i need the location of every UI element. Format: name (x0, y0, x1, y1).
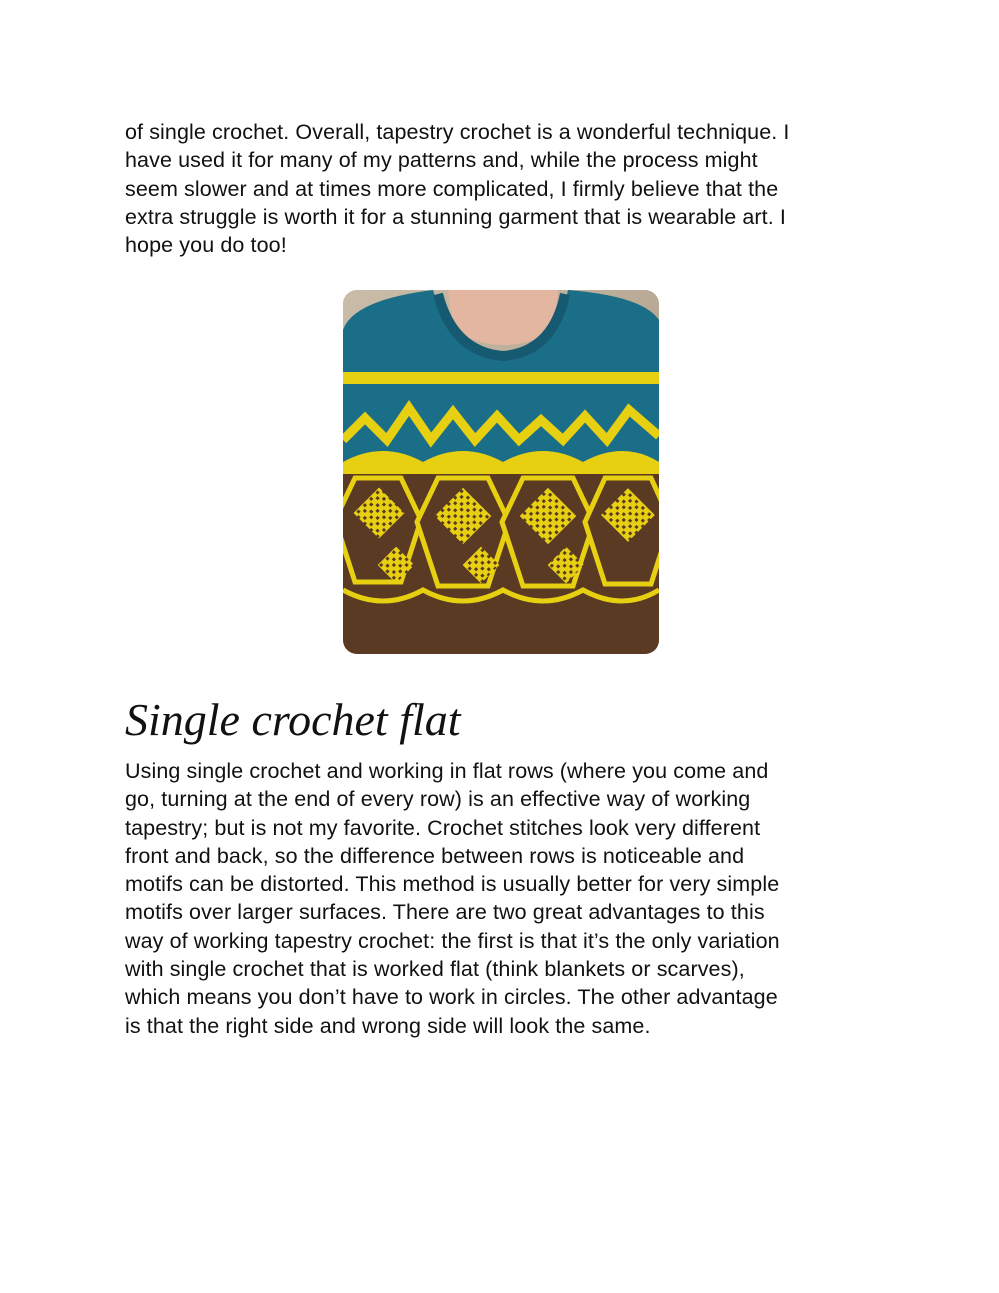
text-line: hope you do too! (125, 233, 287, 258)
text-line: seem slower and at times more complicated, I firmly believe that the (125, 176, 779, 201)
text-line: have used it for many of my patterns and, while the process might (125, 148, 758, 173)
text-line: with single crochet that is worked flat (think blankets or scarves), (125, 957, 745, 982)
text-line: go, turning at the end of every row) is an effective way of working (125, 787, 751, 812)
text-line: extra struggle is worth it for a stunning garment that is wearable art. I (125, 204, 786, 229)
text-line: front and back, so the difference between rows is noticeable and (125, 843, 745, 868)
text-line: motifs can be distorted. This method is usually better for very simple (125, 872, 780, 897)
text-line: tapestry; but is not my favorite. Crochet stitches look very different (125, 815, 761, 840)
yellow-band (343, 372, 659, 384)
section-heading: Single crochet flat (125, 694, 461, 745)
text-line: motifs over larger surfaces. There are two great advantages to this (125, 900, 765, 925)
sweater-photo (343, 290, 659, 654)
text-line: which means you don’t have to work in circles. The other advantage (125, 985, 778, 1010)
sweater-illustration (343, 290, 659, 654)
paragraph-single-crochet-flat (125, 757, 885, 1040)
paragraph-intro (125, 118, 885, 259)
text-line: of single crochet. Overall, tapestry crochet is a wonderful technique. I (125, 120, 790, 144)
text-line: Using single crochet and working in flat rows (where you come and (125, 759, 769, 783)
text-line: is that the right side and wrong side will look the same. (125, 1013, 651, 1038)
text-line: way of working tapestry crochet: the first is that it’s the only variation (125, 928, 780, 953)
